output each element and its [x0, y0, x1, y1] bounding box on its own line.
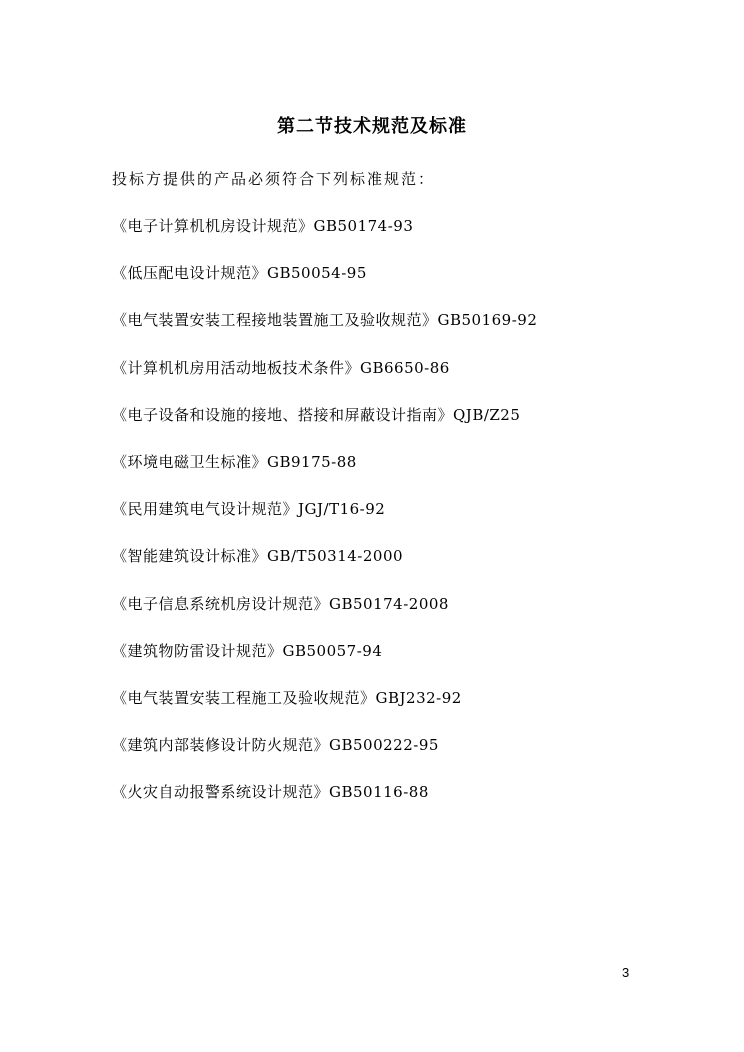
standards-list [112, 215, 537, 828]
standard-item: 《低压配电设计规范》GB50054-95 [112, 264, 367, 283]
standard-item: 《火灾自动报警系统设计规范》GB50116-88 [112, 783, 429, 802]
page-number: 3 [622, 965, 630, 980]
standard-item: 《民用建筑电气设计规范》JGJ/T16-92 [112, 500, 386, 519]
standard-item: 《建筑物防雷设计规范》GB50057-94 [112, 641, 383, 660]
section-title: 第二节技术规范及标准 [277, 116, 467, 137]
standard-item: 《建筑内部装修设计防火规范》GB500222-95 [112, 736, 439, 755]
standard-item: 《电子计算机机房设计规范》GB50174-93 [112, 217, 414, 235]
standard-item: 《环境电磁卫生标准》GB9175-88 [112, 452, 357, 471]
standard-item: 《电气装置安装工程施工及验收规范》GBJ232-92 [112, 688, 462, 707]
intro-paragraph: 投标方提供的产品必须符合下列标准规范： [112, 170, 436, 188]
standard-item: 《计算机机房用活动地板技术条件》GB6650-86 [112, 358, 450, 377]
standard-item: 《智能建筑设计标准》GB/T50314-2000 [112, 547, 404, 566]
standard-item: 《电子设备和设施的接地、搭接和屏蔽设计指南》QJB/Z25 [112, 405, 521, 424]
standard-item: 《电子信息系统机房设计规范》GB50174-2008 [112, 594, 449, 613]
standard-item: 《电气装置安装工程接地装置施工及验收规范》GB50169-92 [112, 311, 538, 330]
